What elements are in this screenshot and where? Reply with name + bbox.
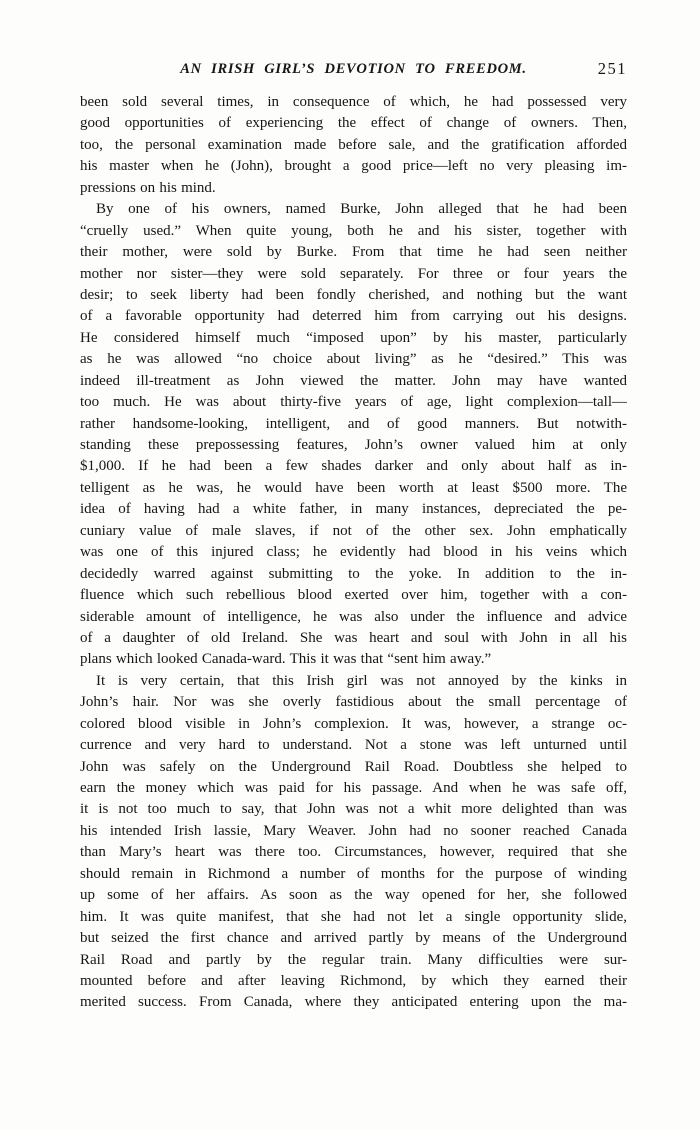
running-head-title: AN IRISH GIRL’S DEVOTION TO FREEDOM. bbox=[180, 61, 527, 77]
text-line: plans which looked Canada-ward. This it was that “sent him away.” bbox=[80, 651, 492, 668]
text-line: as he was allowed “no choice about living” as he “desired.” This was bbox=[80, 351, 627, 368]
text-line: his intended Irish lassie, Mary Weaver. John had no sooner reached Canada bbox=[80, 822, 627, 839]
text-line: him. It was quite manifest, that she had not let a single opportunity slide, bbox=[80, 908, 627, 925]
text-line: was one of this injured class; he evidently had blood in his veins which bbox=[80, 544, 627, 561]
page-header bbox=[80, 60, 627, 78]
text-line: too much. He was about thirty-five years of age, light complexion—tall— bbox=[80, 394, 627, 411]
text-line: merited success. From Canada, where they anticipated entering upon the ma- bbox=[80, 994, 627, 1011]
text-line: standing these prepossessing features, John’s owner valued him at only bbox=[80, 437, 627, 453]
page-number: 251 bbox=[597, 59, 627, 78]
text-line: indeed ill-treatment as John viewed the matter. John may have wanted bbox=[80, 372, 627, 389]
text-line: It is very certain, that this Irish girl was not annoyed by the kinks in bbox=[96, 672, 627, 689]
paragraph bbox=[80, 199, 627, 671]
text-line: siderable amount of intelligence, he was also under the influence and advice bbox=[80, 608, 627, 625]
text-line: of a daughter of old Ireland. She was heart and soul with John in all his bbox=[80, 629, 627, 646]
text-line: “cruelly used.” When quite young, both he and his sister, together with bbox=[80, 222, 627, 239]
text-line: up some of her affairs. As soon as the way opened for her, she followed bbox=[80, 887, 627, 904]
text-line: been sold several times, in consequence of which, he had possessed very bbox=[80, 94, 627, 110]
text-line: desir; to seek liberty had been fondly cherished, and nothing but the want bbox=[80, 286, 627, 303]
text-line: his master when he (John), brought a good price—left no very pleasing im- bbox=[80, 158, 627, 175]
text-line: too, the personal examination made before sale, and the gratification afforded bbox=[80, 136, 627, 153]
text-line: rather handsome-looking, intelligent, and of good manners. But notwith- bbox=[80, 415, 627, 432]
text-line: $1,000. If he had been a few shades darker and only about half as in- bbox=[80, 458, 627, 475]
text-line: earn the money which was paid for his passage. And when he was safe off, bbox=[80, 780, 627, 796]
text-line: idea of having had a white father, in many instances, depreciated the pe- bbox=[80, 501, 627, 518]
text-line: Rail Road and partly by the regular train. Many difficulties were sur- bbox=[80, 951, 627, 968]
text-line: good opportunities of experiencing the effect of change of owners. Then, bbox=[80, 115, 627, 132]
text-line: their mother, were sold by Burke. From that time he had seen neither bbox=[80, 244, 627, 261]
text-line: cuniary value of male slaves, if not of the other sex. John emphatically bbox=[80, 522, 627, 539]
text-line: mother nor sister—they were sold separately. For three or four years the bbox=[80, 265, 627, 282]
text-line: fluence which such rebellious blood exerted over him, together with a con- bbox=[80, 587, 627, 604]
text-line: John was safely on the Underground Rail Road. Doubtless she helped to bbox=[80, 758, 627, 775]
text-line: mounted before and after leaving Richmond, by which they earned their bbox=[80, 972, 627, 989]
text-line: telligent as he was, he would have been worth at least $500 more. The bbox=[80, 479, 627, 496]
text-line: should remain in Richmond a number of months for the purpose of winding bbox=[80, 865, 627, 882]
text-line: currence and very hard to understand. Not a stone was left unturned until bbox=[80, 737, 627, 754]
text-line: By one of his owners, named Burke, John alleged that he had been bbox=[96, 201, 627, 218]
paragraph bbox=[80, 92, 627, 199]
text-line: but seized the first chance and arrived partly by means of the Underground bbox=[80, 930, 627, 947]
text-line: colored blood visible in John’s complexion. It was, however, a strange oc- bbox=[80, 715, 627, 732]
text-line: pressions on his mind. bbox=[80, 179, 216, 196]
text-line: decidedly warred against submitting to the yoke. In addition to the in- bbox=[80, 565, 627, 582]
text-line: of a favorable opportunity had deterred him from carrying out his designs. bbox=[80, 308, 627, 325]
text-line: He considered himself much “imposed upon” by his master, particularly bbox=[80, 329, 627, 346]
paragraph bbox=[80, 671, 627, 1014]
body-text bbox=[80, 92, 627, 1014]
text-line: than Mary’s heart was there too. Circumstances, however, required that she bbox=[80, 844, 627, 861]
text-line: John’s hair. Nor was she overly fastidious about the small percentage of bbox=[80, 694, 627, 711]
text-line: it is not too much to say, that John was not a whit more delighted than was bbox=[80, 801, 627, 818]
